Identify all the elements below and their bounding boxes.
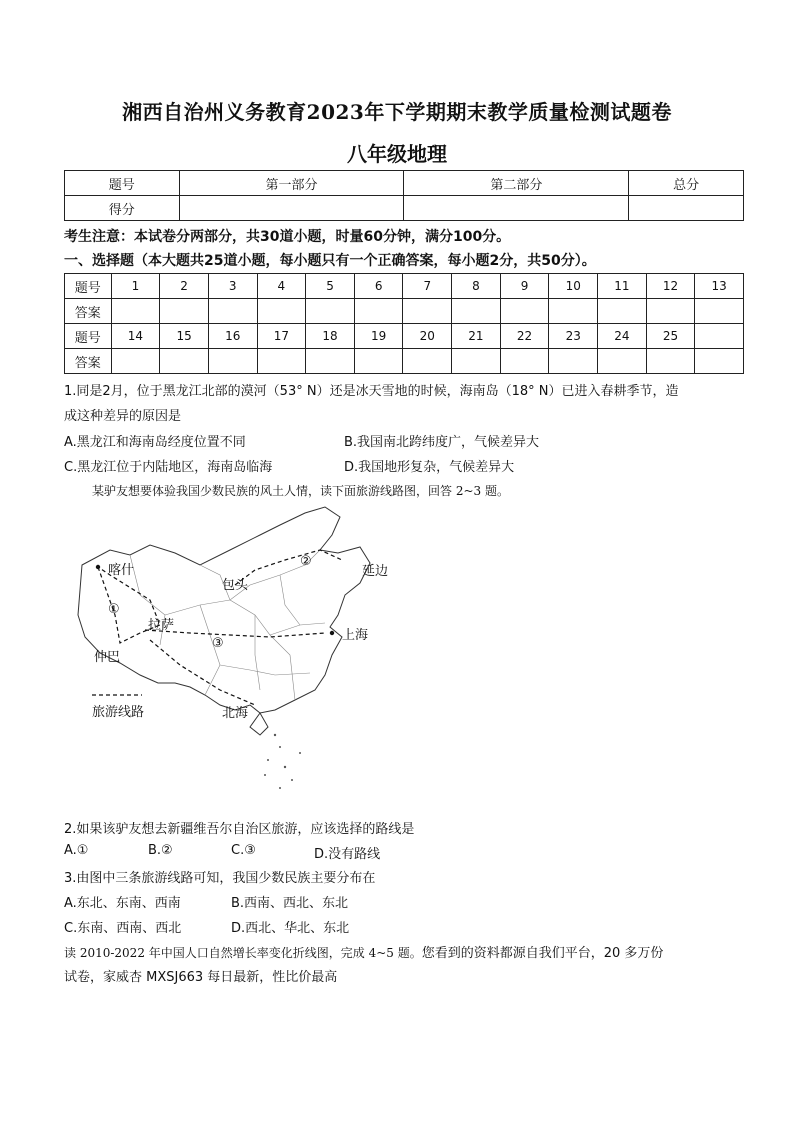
score-input-cell[interactable] (179, 196, 404, 221)
question-number-cell: 17 (257, 324, 306, 349)
question-number-cell: 1 (111, 274, 160, 299)
q2-stem: 2.如果该驴友想去新疆维吾尔自治区旅游，应该选择的路线是 (64, 822, 415, 837)
city-dot-kashi (96, 565, 100, 569)
q1-option-a[interactable]: A.黑龙江和海南岛经度位置不同 (64, 435, 246, 450)
question-number-cell: 25 (646, 324, 695, 349)
section-heading: 一、选择题（本大题共25道小题，每小题只有一个正确答案，每小题2分，共50分）。 (64, 253, 596, 269)
question-number-cell: 20 (403, 324, 452, 349)
map-label-lasa: 拉萨 (148, 618, 175, 633)
question-number-cell: 12 (646, 274, 695, 299)
answer-cell[interactable] (695, 349, 744, 374)
q1-stem-line2: 成这种差异的原因是 (64, 409, 182, 424)
answer-cell[interactable] (403, 299, 452, 324)
score-header-cell: 题号 (65, 171, 180, 196)
question-number-cell: 16 (208, 324, 257, 349)
answer-cell[interactable] (160, 299, 209, 324)
answer-cell[interactable] (208, 299, 257, 324)
route-3-south (150, 640, 255, 705)
promo-text: 您看到的资料都源自我们平台，20 多万份 (421, 946, 664, 961)
answer-cell[interactable] (403, 349, 452, 374)
question-number-cell: 7 (403, 274, 452, 299)
answer-cell[interactable] (160, 349, 209, 374)
answer-cell[interactable] (306, 299, 355, 324)
question-number-cell: 4 (257, 274, 306, 299)
score-table-row (65, 196, 744, 221)
q2-3-intro: 某驴友想要体验我国少数民族的风土人情，读下面旅游线路图，回答 2~3 题。 (92, 484, 509, 498)
q3-option-a[interactable]: A.东北、东南、西南 (64, 896, 181, 911)
answer-cell[interactable] (549, 349, 598, 374)
answer-cell[interactable] (354, 299, 403, 324)
map-label-kashi: 喀什 (108, 563, 135, 578)
answer-cell[interactable] (646, 349, 695, 374)
q2-option-d[interactable]: D.没有路线 (314, 847, 381, 862)
q1-stem-line1: 1.同是2月，位于黑龙江北部的漠河（53° N）还是冰天雪地的时候，海南岛（18° N）已进入春耕季节，造 (64, 384, 679, 399)
legend-label: 旅游线路 (92, 705, 145, 720)
map-label-shanghai: 上海 (342, 628, 369, 643)
score-row-label: 得分 (65, 196, 180, 221)
question-number-cell: 13 (695, 274, 744, 299)
map-label-beihai: 北海 (222, 706, 249, 721)
score-table (64, 170, 744, 221)
answer-cell[interactable] (257, 349, 306, 374)
answer-cell[interactable] (306, 349, 355, 374)
answer-cell[interactable] (598, 299, 647, 324)
exam-title: 湘西自治州义务教育2023年下学期期末教学质量检测试题卷 (122, 100, 672, 124)
answer-cell[interactable] (452, 299, 501, 324)
exam-notice: 考生注意：本试卷分两部分，共30道小题，时量60分钟，满分100分。 (64, 229, 511, 245)
score-table-header-row (65, 171, 744, 196)
map-label-zhongba: 仲巴 (94, 650, 121, 665)
route-marker-3: ③ (212, 636, 224, 651)
route-marker-1: ① (108, 602, 120, 617)
answer-number-row (65, 324, 744, 349)
question-number-cell: 2 (160, 274, 209, 299)
route-2 (235, 550, 342, 585)
south-china-sea-islands (264, 734, 301, 789)
question-number-cell: 24 (598, 324, 647, 349)
answer-cell[interactable] (500, 299, 549, 324)
answer-cell[interactable] (111, 349, 160, 374)
answer-cell[interactable] (549, 299, 598, 324)
answer-cell[interactable] (354, 349, 403, 374)
q2-option-a[interactable]: A.① (64, 843, 89, 858)
q3-option-c[interactable]: C.东南、西南、西北 (64, 921, 182, 936)
question-number-cell: 15 (160, 324, 209, 349)
q3-option-d[interactable]: D.西北、华北、东北 (231, 921, 350, 936)
question-number-cell: 23 (549, 324, 598, 349)
map-label-baotou: 包头 (222, 578, 249, 593)
question-number-cell: 14 (111, 324, 160, 349)
answer-cell[interactable] (646, 299, 695, 324)
answer-row-label: 题号 (65, 274, 112, 299)
question-number-cell: 18 (306, 324, 355, 349)
promo-text-line2: 试卷，家威杏 MXSJ663 每日最新，性比价最高 (64, 970, 338, 985)
question-number-cell: 5 (306, 274, 355, 299)
answer-row-label: 答案 (65, 299, 112, 324)
question-number-cell (695, 324, 744, 349)
q1-option-d[interactable]: D.我国地形复杂，气候差异大 (344, 460, 515, 475)
answer-cell[interactable] (452, 349, 501, 374)
q3-option-b[interactable]: B.西南、西北、东北 (231, 896, 349, 911)
score-header-cell: 第一部分 (179, 171, 404, 196)
question-number-cell: 8 (452, 274, 501, 299)
answer-row-label: 题号 (65, 324, 112, 349)
answer-cell[interactable] (111, 299, 160, 324)
score-header-cell: 总分 (629, 171, 744, 196)
q2-option-c[interactable]: C.③ (231, 843, 256, 858)
question-number-cell: 3 (208, 274, 257, 299)
exam-subtitle: 八年级地理 (347, 142, 447, 166)
score-input-cell[interactable] (404, 196, 629, 221)
q3-stem: 3.由图中三条旅游线路可知，我国少数民族主要分布在 (64, 871, 376, 886)
answer-cell[interactable] (257, 299, 306, 324)
question-number-cell: 21 (452, 324, 501, 349)
score-header-cell: 第二部分 (404, 171, 629, 196)
q2-option-b[interactable]: B.② (148, 843, 173, 858)
question-number-cell: 11 (598, 274, 647, 299)
answer-cell[interactable] (500, 349, 549, 374)
map-label-yanbian: 延边 (362, 564, 389, 579)
question-number-cell: 19 (354, 324, 403, 349)
q1-option-b[interactable]: B.我国南北跨纬度广，气候差异大 (344, 435, 540, 450)
q4-5-intro (64, 942, 663, 961)
q1-option-c[interactable]: C.黑龙江位于内陆地区，海南岛临海 (64, 460, 273, 475)
question-number-cell: 22 (500, 324, 549, 349)
answer-number-row (65, 274, 744, 299)
city-dot-shanghai (330, 631, 334, 635)
answer-cell[interactable] (598, 349, 647, 374)
answer-cell[interactable] (695, 299, 744, 324)
china-travel-route-map (70, 505, 390, 805)
china-outline (78, 507, 370, 735)
question-number-cell: 6 (354, 274, 403, 299)
answer-cell[interactable] (208, 349, 257, 374)
answer-table (64, 273, 744, 374)
answer-input-row (65, 299, 744, 324)
answer-input-row (65, 349, 744, 374)
q4-5-intro-text: 读 2010-2022 年中国人口自然增长率变化折线图，完成 4~5 题。 (64, 946, 422, 960)
question-number-cell: 9 (500, 274, 549, 299)
route-marker-2: ② (300, 554, 312, 569)
score-input-cell[interactable] (629, 196, 744, 221)
answer-row-label: 答案 (65, 349, 112, 374)
question-number-cell: 10 (549, 274, 598, 299)
